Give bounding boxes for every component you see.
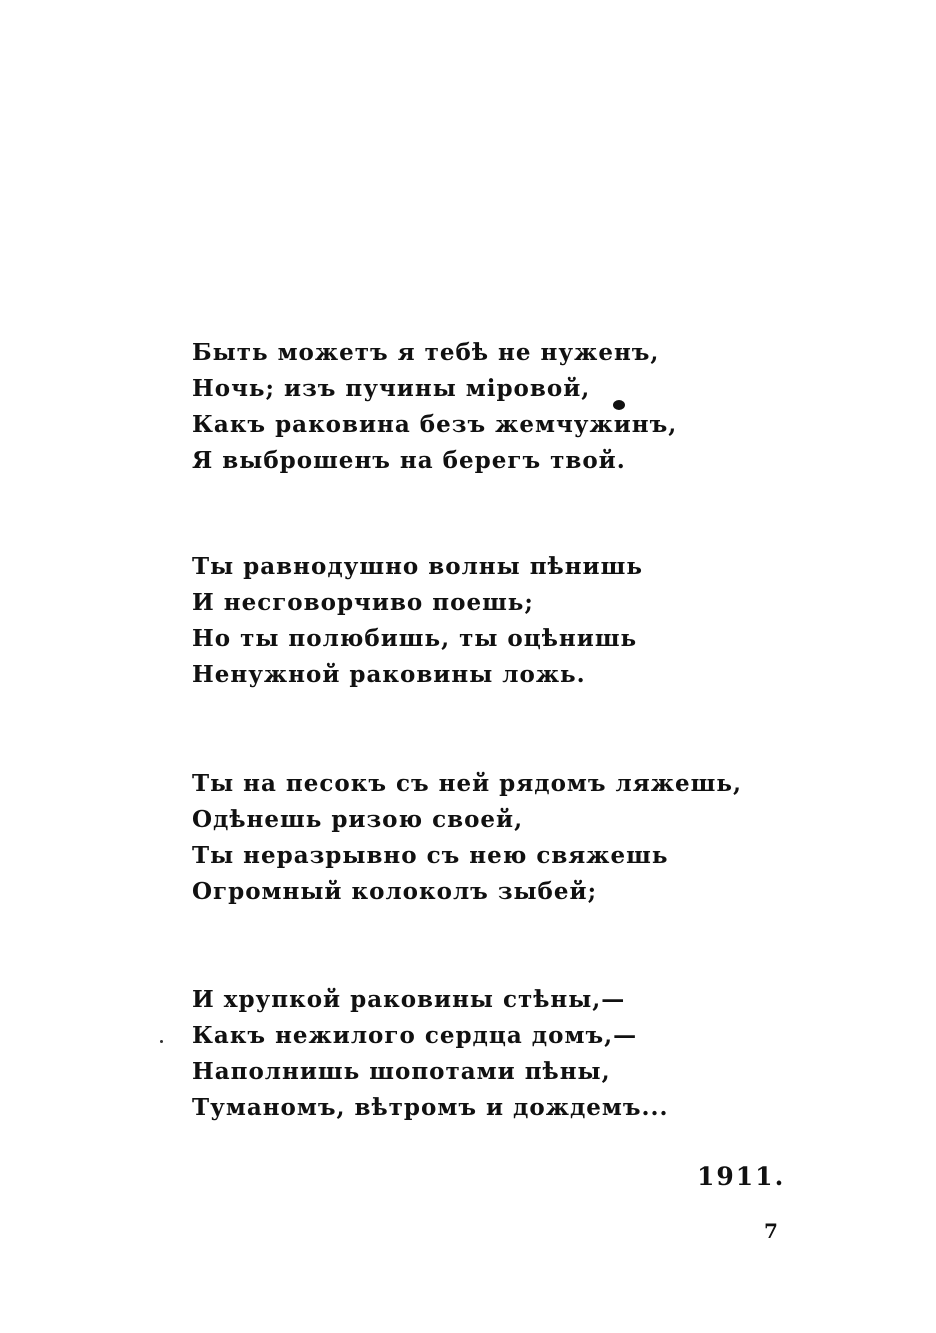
poem-stanza (192, 982, 752, 1126)
ink-blot (613, 400, 625, 410)
poem-line: Наполнишь шопотами пѣны, (192, 1058, 611, 1085)
poem-line: И несговорчиво поешь; (192, 589, 534, 616)
poem-line: Туманомъ, вѣтромъ и дождемъ... (192, 1094, 669, 1121)
poem-date: 1911. (697, 1162, 786, 1191)
poem-line: Ненужной раковины ложь. (192, 661, 586, 688)
poem-line: И хрупкой раковины стѣны,— (192, 986, 626, 1013)
poem-stanza (192, 766, 752, 910)
poem-line: Какъ нежилого сердца домъ,— (192, 1022, 638, 1049)
poem-line: Одѣнешь ризою своей, (192, 806, 524, 833)
poem-line: Ты равнодушно волны пѣнишь (192, 553, 643, 580)
poem-line: Я выброшенъ на берегъ твой. (192, 447, 626, 474)
poem-line: Ночь; изъ пучины міровой, (192, 375, 591, 402)
poem-line: Огромный колоколъ зыбей; (192, 878, 598, 905)
page-number: 7 (764, 1219, 778, 1243)
poem-line: Какъ раковина безъ жемчужинъ, (192, 411, 678, 438)
poem-line: Быть можетъ я тебѣ не нуженъ, (192, 339, 660, 366)
poem-line: Но ты полюбишь, ты оцѣнишь (192, 625, 638, 652)
poem-stanza (192, 549, 752, 693)
poem-stanza (192, 335, 752, 479)
poem-line: Ты на песокъ съ ней рядомъ ляжешь, (192, 770, 742, 797)
poem-line: Ты неразрывно съ нею свяжешь (192, 842, 669, 869)
print-speck (160, 1040, 163, 1043)
